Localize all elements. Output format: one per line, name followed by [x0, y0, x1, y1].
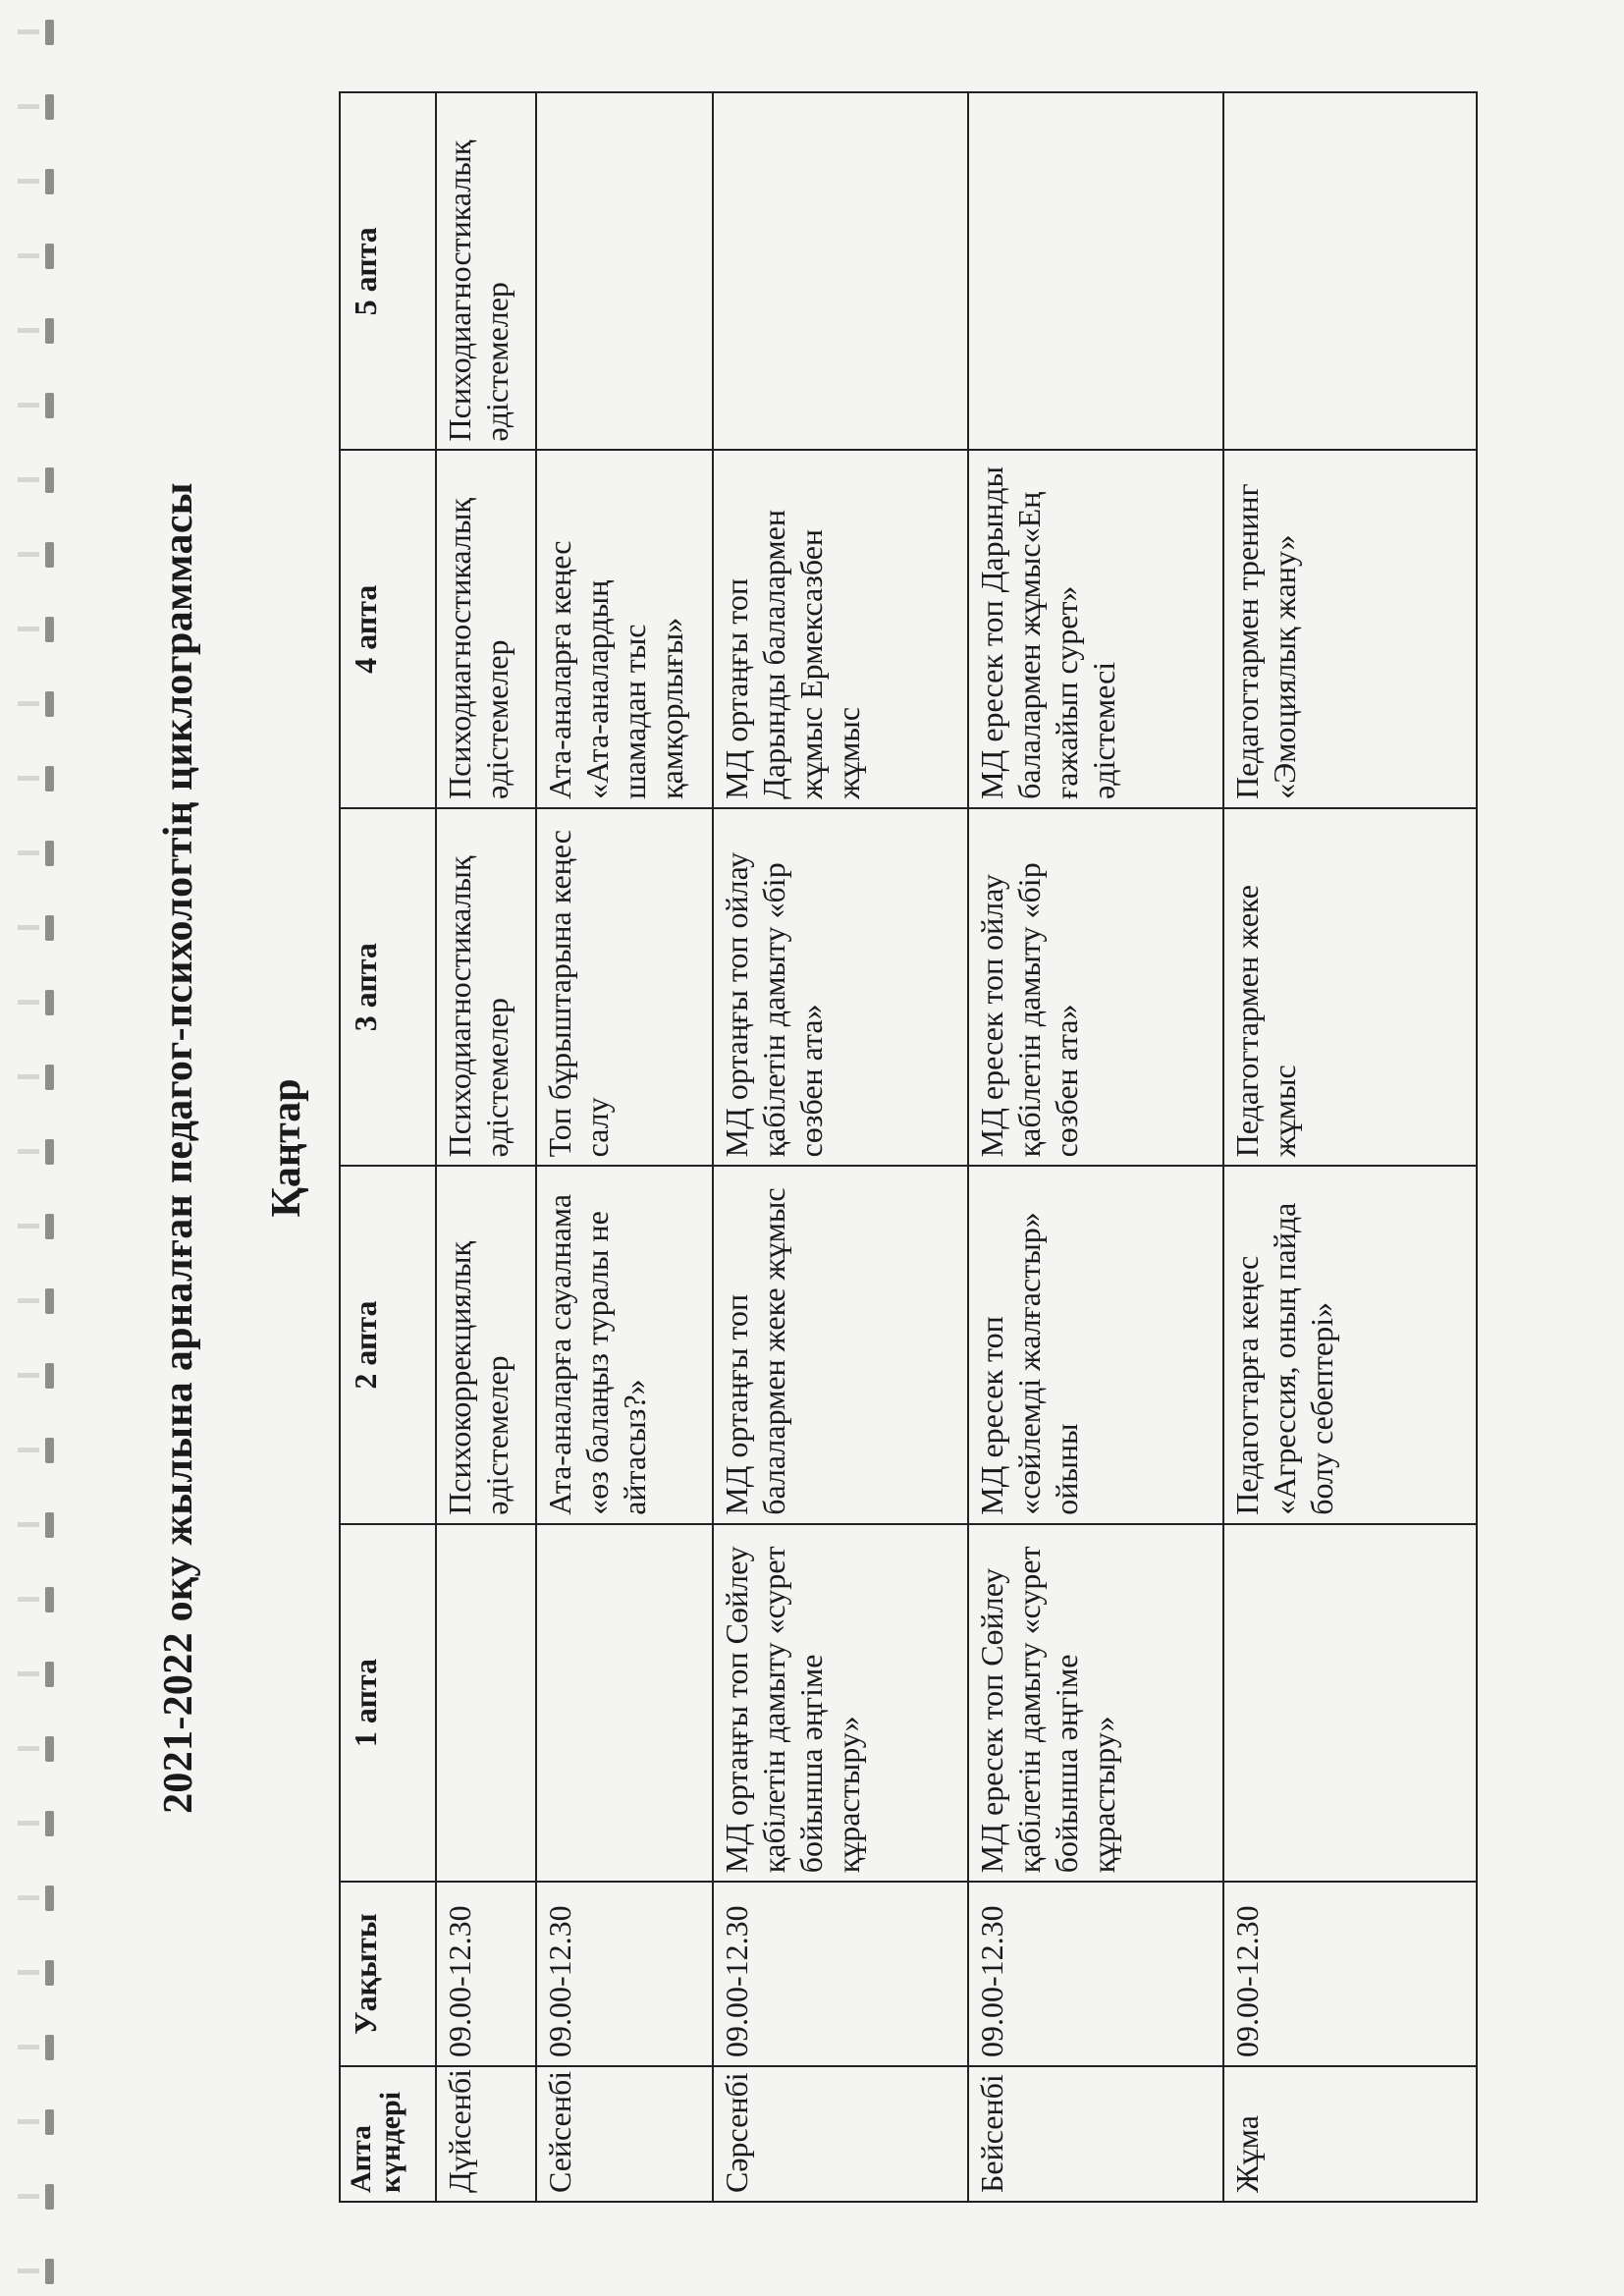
cell-week-4: МД ересек топ Дарынды балалармен жұмыс«Ең ғажайып сурет» әдістемесі [968, 450, 1223, 807]
header-row [340, 92, 436, 2202]
cell-day: Дүйсенбі [436, 2066, 536, 2202]
cell-week-3: Психодиагностикалық әдістемелер [436, 808, 536, 1166]
header-week-3: 3 апта [340, 808, 436, 1166]
table-row [968, 92, 1223, 2202]
cell-week-1 [1223, 1524, 1477, 1882]
cell-week-4: МД ортаңғы топ Дарынды балалармен жұмыс Ермексазбен жұмыс [713, 450, 968, 807]
cell-week-2: МД ересек топ «сөйлемді жалғастыр» ойыны [968, 1166, 1223, 1523]
header-day: Апта күндері [340, 2066, 436, 2202]
cell-day: Бейсенбі [968, 2066, 1223, 2202]
cell-week-5 [1223, 92, 1477, 450]
cell-week-1: МД ересек топ Сөйлеу қабілетін дамыту «сурет бойынша әңгіме құрастыру» [968, 1524, 1223, 1882]
cell-week-1: МД ортаңғы топ Сөйлеу қабілетін дамыту «сурет бойынша әңгіме құрастыру» [713, 1524, 968, 1882]
cell-week-3: Топ бұрыштарына кеңес салу [536, 808, 713, 1166]
cell-week-2: Педагогтарға кеңес «Агрессия, оның пайда болу себептері» [1223, 1166, 1477, 1523]
header-week-1: 1 апта [340, 1524, 436, 1882]
cell-week-2: Психокоррекциялық әдістемелер [436, 1166, 536, 1523]
cell-day: Жұма [1223, 2066, 1477, 2202]
cell-week-5: Психодиагностикалық әдістемелер [436, 92, 536, 450]
cyclogram-table [339, 91, 1478, 2203]
cell-week-5 [713, 92, 968, 450]
cell-week-5 [536, 92, 713, 450]
cell-week-2: Ата-аналарға сауалнама «өз балаңыз туралы не айтасыз?» [536, 1166, 713, 1523]
table-row [1223, 92, 1477, 2202]
table-row [536, 92, 713, 2202]
cell-time: 09.00-12.30 [536, 1882, 713, 2066]
cell-week-1 [536, 1524, 713, 1882]
cell-time: 09.00-12.30 [1223, 1882, 1477, 2066]
cell-week-3: Педагогтармен жеке жұмыс [1223, 808, 1477, 1166]
month-heading: Қаңтар [264, 1078, 309, 1218]
cell-week-3: МД ересек топ ойлау қабілетін дамыту «бір сөзбен ата» [968, 808, 1223, 1166]
cell-week-4: Ата-аналарға кеңес «Ата-аналардың шамадан тыс қамқорлығы» [536, 450, 713, 807]
header-week-2: 2 апта [340, 1166, 436, 1523]
cell-day: Сейсенбі [536, 2066, 713, 2202]
cell-time: 09.00-12.30 [436, 1882, 536, 2066]
cell-time: 09.00-12.30 [713, 1882, 968, 2066]
cell-time: 09.00-12.30 [968, 1882, 1223, 2066]
header-week-4: 4 апта [340, 450, 436, 807]
cell-week-4: Психодиагностикалық әдістемелер [436, 450, 536, 807]
document-title: 2021-2022 оқу жылына арналған педагог-психологтің циклограммасы [156, 482, 201, 1814]
cell-day: Сәрсенбі [713, 2066, 968, 2202]
table-row [713, 92, 968, 2202]
header-week-5: 5 апта [340, 92, 436, 450]
cell-week-2: МД ортаңғы топ балалармен жеке жұмыс [713, 1166, 968, 1523]
cell-week-5 [968, 92, 1223, 450]
cell-week-1 [436, 1524, 536, 1882]
cell-week-3: МД ортаңғы топ ойлау қабілетін дамыту «бір сөзбен ата» [713, 808, 968, 1166]
table-row [436, 92, 536, 2202]
cell-week-4: Педагогтармен тренинг «Эмоциялық жану» [1223, 450, 1477, 807]
header-time: Уақыты [340, 1882, 436, 2066]
